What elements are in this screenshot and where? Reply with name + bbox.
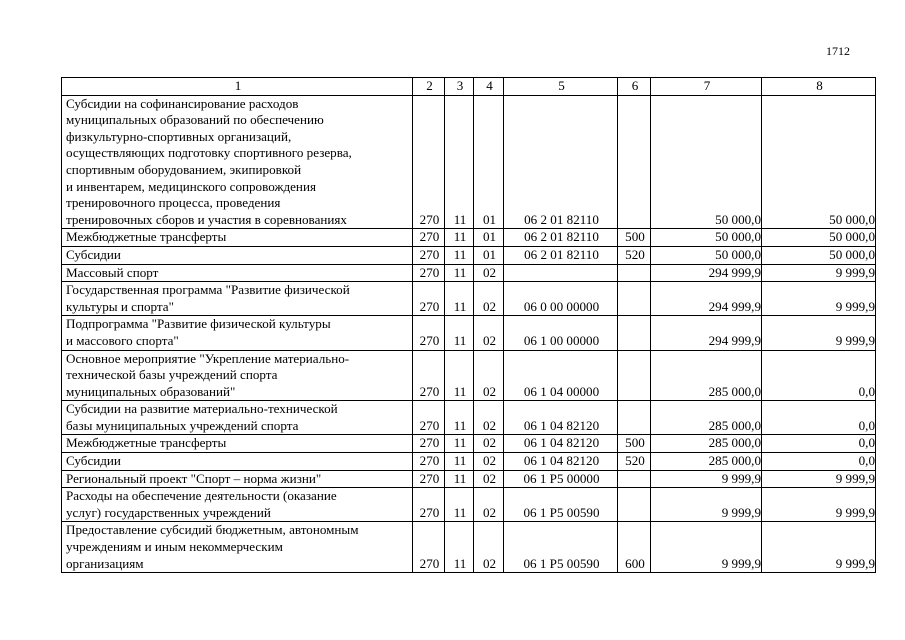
row-code-6 xyxy=(618,350,651,401)
row-amount-7: 9 999,9 xyxy=(651,488,762,522)
table-row xyxy=(62,470,876,488)
row-name: Субсидии на развитие материально-технической базы муниципальных учреждений спорта xyxy=(62,401,413,435)
row-code-5: 06 1 P5 00000 xyxy=(504,470,618,488)
row-name: Подпрограмма "Развитие физической культуры и массового спорта" xyxy=(62,316,413,350)
page-number: 1712 xyxy=(826,44,850,58)
row-amount-7: 285 000,0 xyxy=(651,401,762,435)
row-amount-7: 294 999,9 xyxy=(651,316,762,350)
table-row xyxy=(62,229,876,247)
row-code-2: 270 xyxy=(413,435,445,453)
table-row xyxy=(62,246,876,264)
row-amount-8: 9 999,9 xyxy=(762,316,876,350)
row-code-6: 500 xyxy=(618,229,651,247)
row-code-6 xyxy=(618,282,651,316)
row-code-3: 11 xyxy=(445,488,474,522)
table-row xyxy=(62,350,876,401)
row-name: Субсидии на софинансирование расходов муниципальных образований по обеспечению физкультурно-спортивных организаций, осуществляющих подготовку спортивного резерва, спортивным оборудованием, экипировкой и инвентарем, медицинского сопровождения тренировочного процесса, проведения тренировочных сборов и участия в соревнованиях xyxy=(62,95,413,229)
row-code-3: 11 xyxy=(445,282,474,316)
row-amount-8: 0,0 xyxy=(762,401,876,435)
row-code-4: 02 xyxy=(474,470,504,488)
row-amount-7: 294 999,9 xyxy=(651,264,762,282)
header-cell: 3 xyxy=(445,78,474,96)
table-row xyxy=(62,95,876,229)
row-amount-8: 9 999,9 xyxy=(762,470,876,488)
row-code-6: 500 xyxy=(618,435,651,453)
row-amount-8: 0,0 xyxy=(762,350,876,401)
header-cell: 2 xyxy=(413,78,445,96)
header-cell: 5 xyxy=(504,78,618,96)
row-code-3: 11 xyxy=(445,264,474,282)
row-amount-7: 9 999,9 xyxy=(651,522,762,573)
row-code-6 xyxy=(618,316,651,350)
row-amount-7: 294 999,9 xyxy=(651,282,762,316)
budget-table xyxy=(61,77,876,573)
row-code-2: 270 xyxy=(413,246,445,264)
row-amount-7: 50 000,0 xyxy=(651,229,762,247)
row-name: Массовый спорт xyxy=(62,264,413,282)
row-code-6: 520 xyxy=(618,246,651,264)
row-code-2: 270 xyxy=(413,522,445,573)
row-code-4: 02 xyxy=(474,522,504,573)
row-code-5: 06 0 00 00000 xyxy=(504,282,618,316)
header-cell: 4 xyxy=(474,78,504,96)
row-code-3: 11 xyxy=(445,229,474,247)
row-code-6 xyxy=(618,470,651,488)
row-code-4: 01 xyxy=(474,246,504,264)
row-amount-7: 9 999,9 xyxy=(651,470,762,488)
row-amount-8: 50 000,0 xyxy=(762,246,876,264)
row-code-4: 01 xyxy=(474,229,504,247)
table-row xyxy=(62,435,876,453)
row-amount-8: 0,0 xyxy=(762,435,876,453)
row-code-3: 11 xyxy=(445,246,474,264)
row-name: Региональный проект "Спорт – норма жизни" xyxy=(62,470,413,488)
row-code-3: 11 xyxy=(445,350,474,401)
row-code-6 xyxy=(618,264,651,282)
row-amount-7: 285 000,0 xyxy=(651,435,762,453)
row-code-2: 270 xyxy=(413,264,445,282)
header-cell: 8 xyxy=(762,78,876,96)
table-row xyxy=(62,488,876,522)
row-amount-8: 9 999,9 xyxy=(762,282,876,316)
row-code-5: 06 2 01 82110 xyxy=(504,246,618,264)
table-row xyxy=(62,282,876,316)
row-amount-8: 50 000,0 xyxy=(762,229,876,247)
row-code-4: 02 xyxy=(474,435,504,453)
row-amount-8: 0,0 xyxy=(762,453,876,471)
row-code-2: 270 xyxy=(413,316,445,350)
row-code-5: 06 1 04 82120 xyxy=(504,435,618,453)
row-code-3: 11 xyxy=(445,470,474,488)
row-code-2: 270 xyxy=(413,453,445,471)
table-row xyxy=(62,401,876,435)
row-name: Субсидии xyxy=(62,453,413,471)
row-code-2: 270 xyxy=(413,350,445,401)
row-code-2: 270 xyxy=(413,229,445,247)
row-code-5: 06 1 00 00000 xyxy=(504,316,618,350)
row-name: Государственная программа "Развитие физической культуры и спорта" xyxy=(62,282,413,316)
row-name: Субсидии xyxy=(62,246,413,264)
row-code-2: 270 xyxy=(413,470,445,488)
row-name: Межбюджетные трансферты xyxy=(62,229,413,247)
row-code-2: 270 xyxy=(413,95,445,229)
row-code-5: 06 1 04 00000 xyxy=(504,350,618,401)
row-name: Межбюджетные трансферты xyxy=(62,435,413,453)
row-code-4: 02 xyxy=(474,282,504,316)
row-amount-7: 285 000,0 xyxy=(651,350,762,401)
row-code-5 xyxy=(504,264,618,282)
row-code-6: 520 xyxy=(618,453,651,471)
row-code-2: 270 xyxy=(413,488,445,522)
row-code-5: 06 1 P5 00590 xyxy=(504,522,618,573)
row-name: Предоставление субсидий бюджетным, автономным учреждениям и иным некоммерческим организациям xyxy=(62,522,413,573)
row-name: Расходы на обеспечение деятельности (оказание услуг) государственных учреждений xyxy=(62,488,413,522)
row-code-6: 600 xyxy=(618,522,651,573)
row-code-3: 11 xyxy=(445,435,474,453)
row-name: Основное мероприятие "Укрепление материально- технической базы учреждений спорта муниципальных образований" xyxy=(62,350,413,401)
row-code-4: 01 xyxy=(474,95,504,229)
table-row xyxy=(62,522,876,573)
row-amount-8: 9 999,9 xyxy=(762,264,876,282)
table-row xyxy=(62,316,876,350)
row-code-4: 02 xyxy=(474,316,504,350)
row-code-4: 02 xyxy=(474,453,504,471)
header-row xyxy=(62,78,876,96)
table-row xyxy=(62,264,876,282)
row-code-5: 06 1 04 82120 xyxy=(504,401,618,435)
row-code-3: 11 xyxy=(445,453,474,471)
row-code-3: 11 xyxy=(445,95,474,229)
row-code-5: 06 1 P5 00590 xyxy=(504,488,618,522)
row-code-5: 06 2 01 82110 xyxy=(504,95,618,229)
row-code-6 xyxy=(618,488,651,522)
table-row xyxy=(62,453,876,471)
row-code-4: 02 xyxy=(474,264,504,282)
row-code-6 xyxy=(618,95,651,229)
row-code-2: 270 xyxy=(413,282,445,316)
header-cell: 7 xyxy=(651,78,762,96)
row-amount-8: 9 999,9 xyxy=(762,522,876,573)
row-code-5: 06 2 01 82110 xyxy=(504,229,618,247)
row-amount-7: 50 000,0 xyxy=(651,246,762,264)
header-cell: 1 xyxy=(62,78,413,96)
row-amount-8: 9 999,9 xyxy=(762,488,876,522)
row-amount-7: 285 000,0 xyxy=(651,453,762,471)
row-code-5: 06 1 04 82120 xyxy=(504,453,618,471)
row-code-3: 11 xyxy=(445,522,474,573)
row-code-4: 02 xyxy=(474,488,504,522)
row-code-3: 11 xyxy=(445,401,474,435)
row-amount-8: 50 000,0 xyxy=(762,95,876,229)
row-amount-7: 50 000,0 xyxy=(651,95,762,229)
row-code-6 xyxy=(618,401,651,435)
row-code-4: 02 xyxy=(474,350,504,401)
header-cell: 6 xyxy=(618,78,651,96)
row-code-4: 02 xyxy=(474,401,504,435)
row-code-2: 270 xyxy=(413,401,445,435)
row-code-3: 11 xyxy=(445,316,474,350)
